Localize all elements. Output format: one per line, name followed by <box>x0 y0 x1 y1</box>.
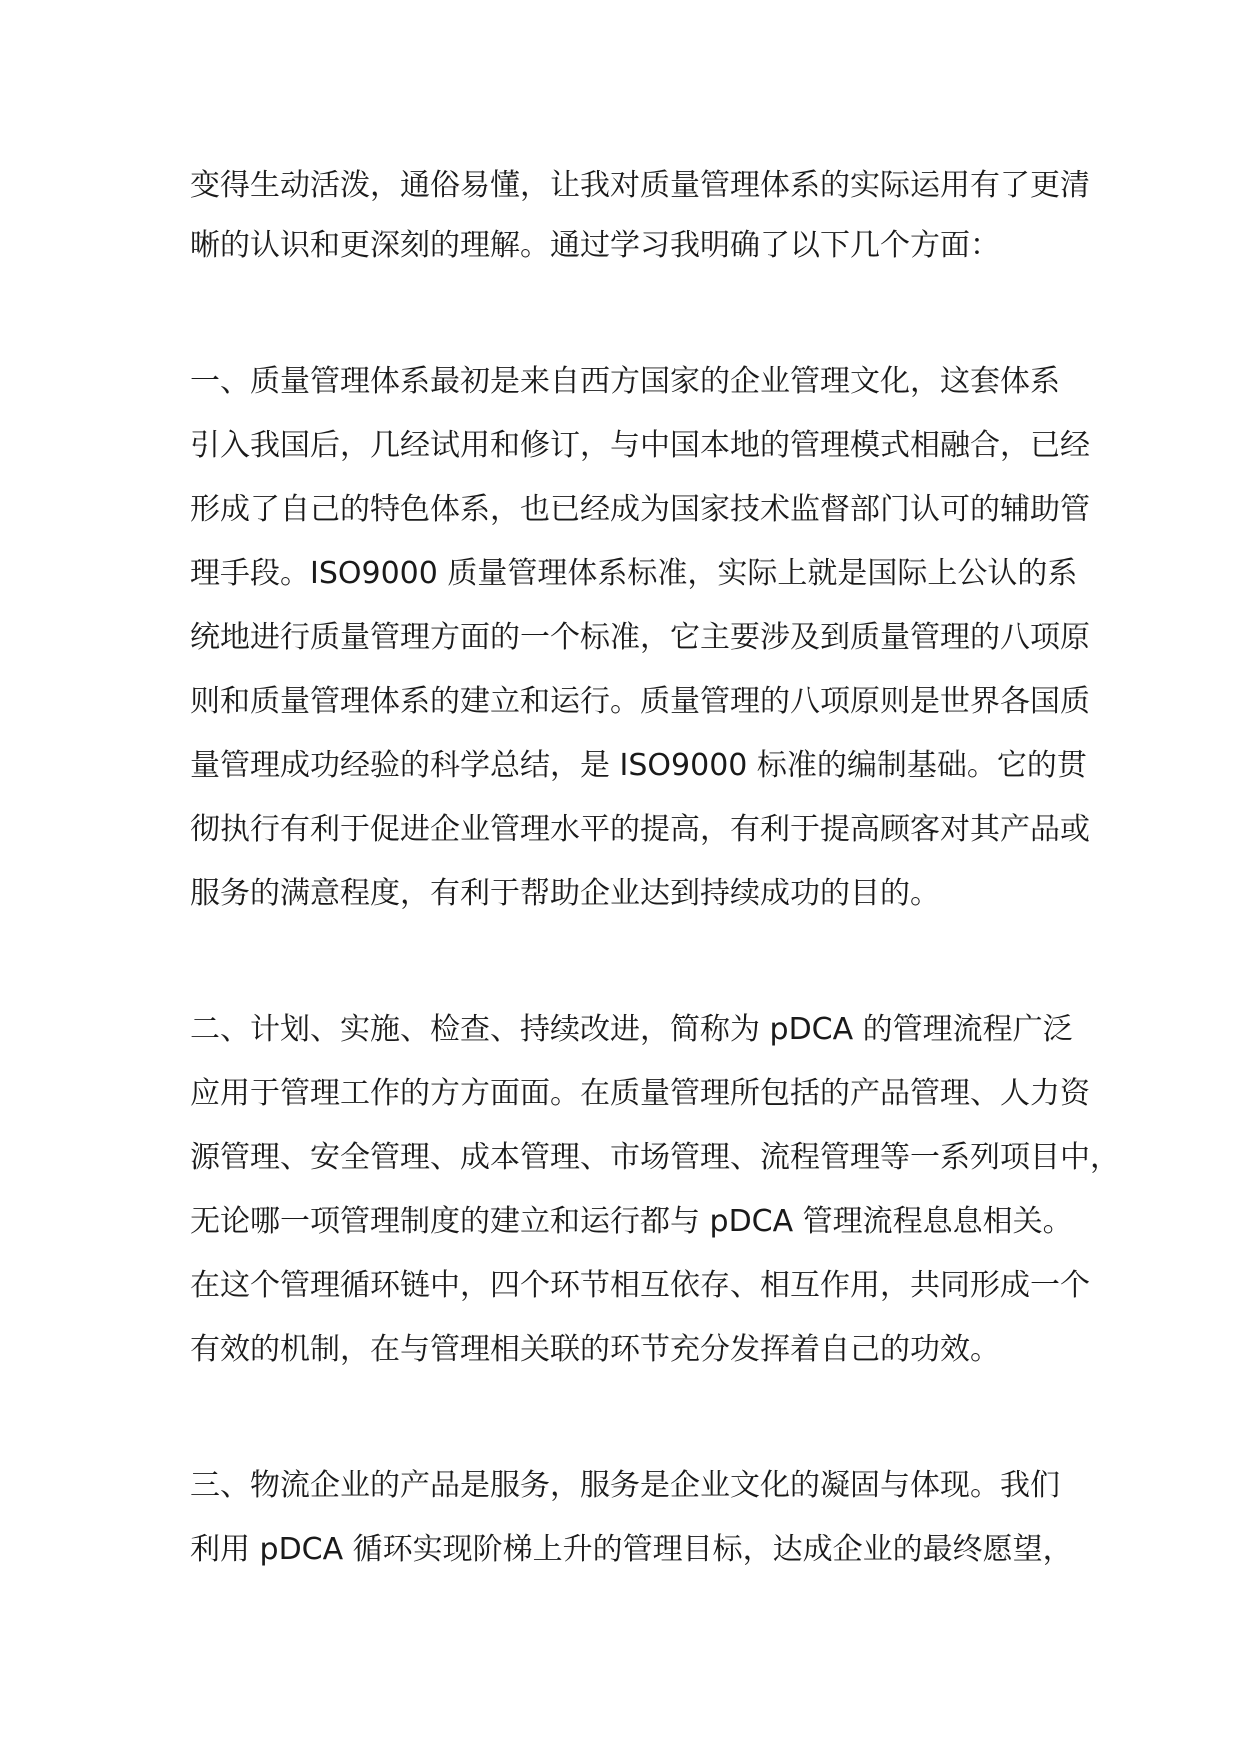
paragraph-point-1-line-4: 理手段。ISO9000 质量管理体系标准，实际上就是国际上公认的系 <box>190 556 1078 591</box>
paragraph-point-1-line-9: 服务的满意程度，有利于帮助企业达到持续成功的目的。 <box>190 876 940 911</box>
paragraph-point-2-line-4: 无论哪一项管理制度的建立和运行都与 pDCA 管理流程息息相关。 <box>190 1204 1073 1239</box>
paragraph-point-3-line-1: 三、物流企业的产品是服务，服务是企业文化的凝固与体现。我们 <box>190 1468 1060 1503</box>
paragraph-point-1-line-3: 形成了自己的特色体系，也已经成为国家技术监督部门认可的辅助管 <box>190 492 1090 527</box>
paragraph-point-1-line-7: 量管理成功经验的科学总结，是 ISO9000 标准的编制基础。它的贯 <box>190 748 1087 783</box>
paragraph-intro-line-1: 变得生动活泼，通俗易懂，让我对质量管理体系的实际运用有了更清 <box>190 168 1090 203</box>
paragraph-point-2-line-3: 源管理、安全管理、成本管理、市场管理、流程管理等一系列项目中， <box>190 1140 1120 1175</box>
paragraph-point-1-line-1: 一、质量管理体系最初是来自西方国家的企业管理文化，这套体系 <box>190 364 1060 399</box>
paragraph-intro-line-2: 晰的认识和更深刻的理解。通过学习我明确了以下几个方面： <box>190 228 1000 263</box>
paragraph-point-2-line-1: 二、计划、实施、检查、持续改进，简称为 pDCA 的管理流程广泛 <box>190 1012 1073 1047</box>
paragraph-point-2-line-2: 应用于管理工作的方方面面。在质量管理所包括的产品管理、人力资 <box>190 1076 1090 1111</box>
paragraph-point-2-line-5: 在这个管理循环链中，四个环节相互依存、相互作用，共同形成一个 <box>190 1268 1090 1303</box>
paragraph-point-1-line-2: 引入我国后，几经试用和修订，与中国本地的管理模式相融合，已经 <box>190 428 1090 463</box>
paragraph-point-2-line-6: 有效的机制，在与管理相关联的环节充分发挥着自己的功效。 <box>190 1332 1000 1367</box>
paragraph-point-1-line-5: 统地进行质量管理方面的一个标准，它主要涉及到质量管理的八项原 <box>190 620 1090 655</box>
paragraph-point-1-line-8: 彻执行有利于促进企业管理水平的提高，有利于提高顾客对其产品或 <box>190 812 1090 847</box>
paragraph-point-3-line-2: 利用 pDCA 循环实现阶梯上升的管理目标，达成企业的最终愿望， <box>190 1532 1073 1567</box>
paragraph-point-1-line-6: 则和质量管理体系的建立和运行。质量管理的八项原则是世界各国质 <box>190 684 1090 719</box>
